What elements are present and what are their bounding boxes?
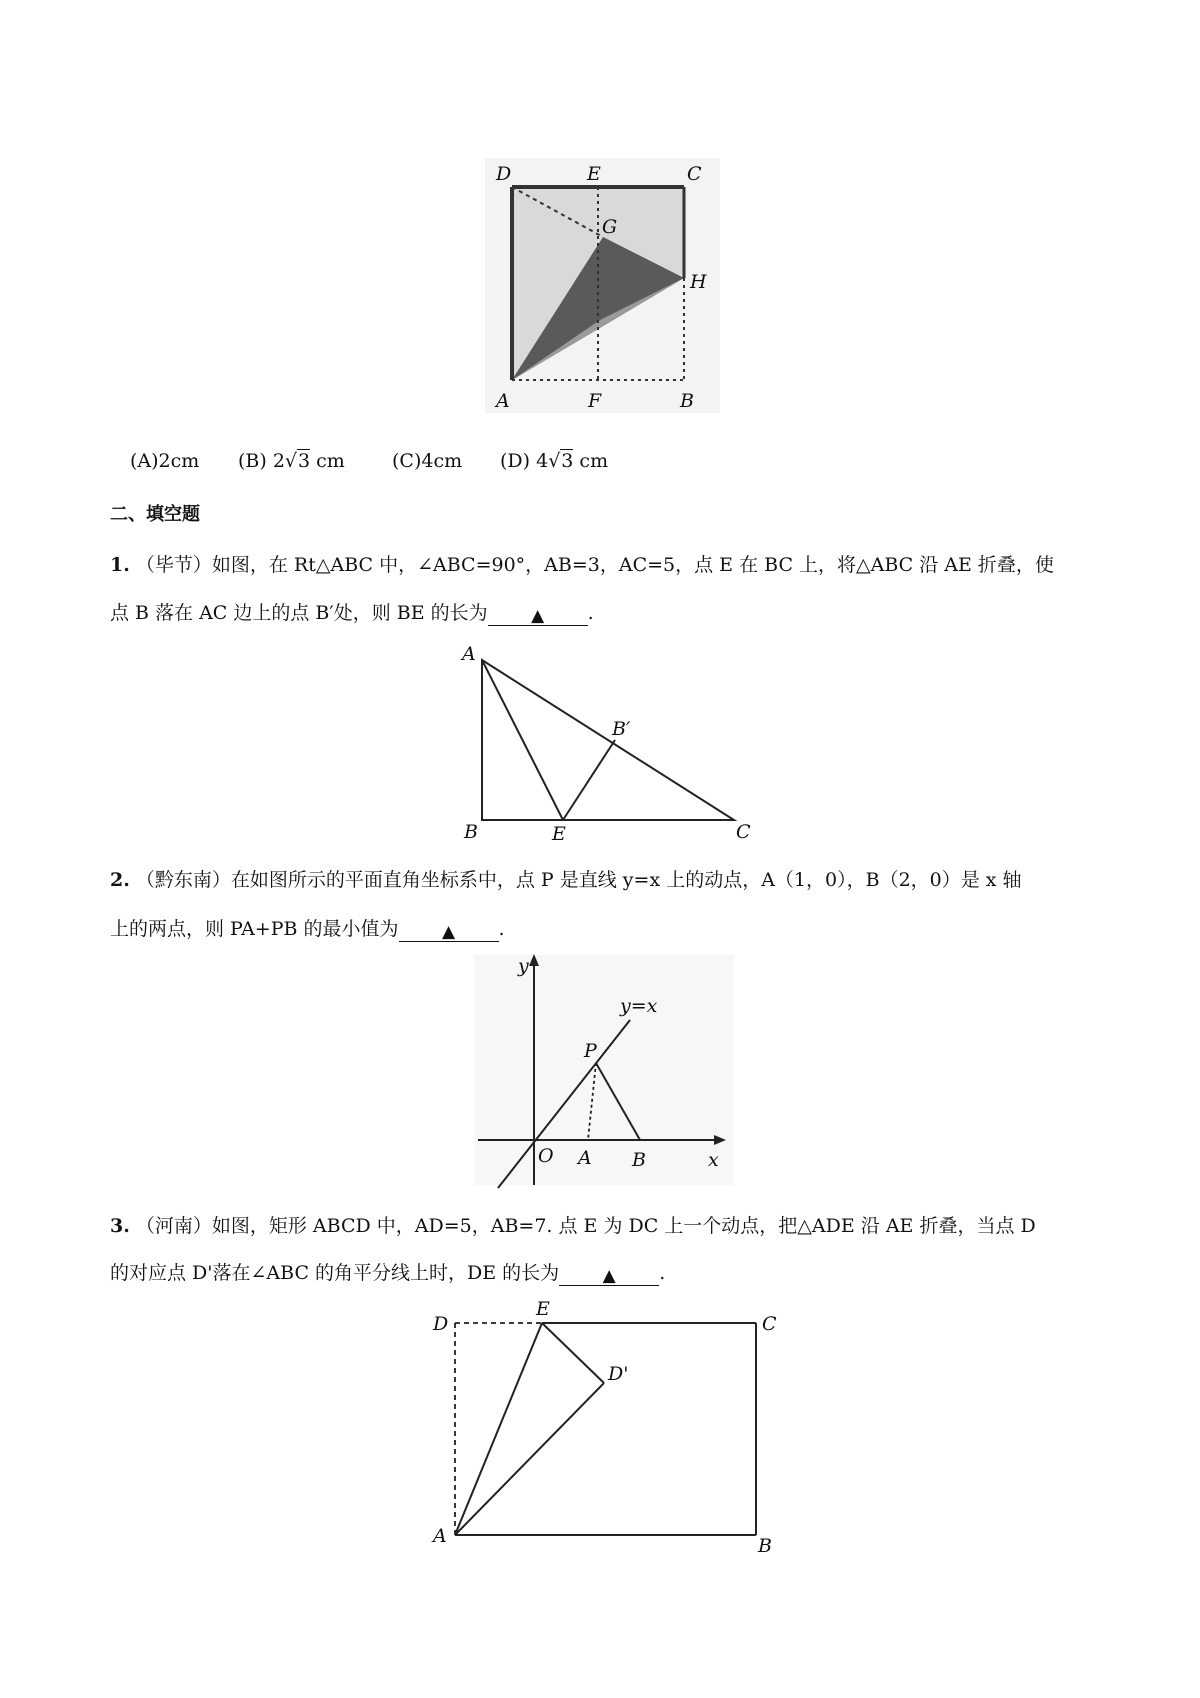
question-1-line2: 点 B 落在 AC 边上的点 B′处，则 BE 的长为 ▲ .: [110, 602, 594, 626]
fig3-label-P: P: [584, 1040, 597, 1062]
answer-blank[interactable]: ▲: [559, 1266, 659, 1286]
answer-blank[interactable]: ▲: [488, 606, 588, 626]
figure-right-triangle: [455, 640, 755, 845]
question-number: 1.: [110, 554, 130, 576]
fig1-label-H: H: [690, 271, 707, 293]
fig2-label-B-prime: B′: [612, 718, 631, 740]
fig4-label-A: A: [433, 1525, 447, 1547]
option-d: (D) 4√3 cm: [500, 450, 609, 472]
question-number: 3.: [110, 1215, 130, 1237]
figure-rectangle-fold: [425, 1300, 785, 1560]
fig1-label-G: G: [602, 216, 618, 238]
fig3-label-line: y=x: [620, 995, 658, 1017]
fig1-label-B: B: [680, 390, 694, 412]
option-c: (C)4cm: [392, 450, 463, 472]
question-2-line2: 上的两点，则 PA+PB 的最小值为 ▲ .: [110, 918, 505, 942]
question-2-line1: 2. （黔东南）在如图所示的平面直角坐标系中，点 P 是直线 y=x 上的动点，A（1，0），B（2，0）是 x 轴: [110, 869, 1022, 891]
question-3-line2: 的对应点 D'落在∠ABC 的角平分线上时，DE 的长为 ▲ .: [110, 1262, 666, 1286]
fig2-label-A: A: [462, 643, 476, 665]
fig3-label-B: B: [632, 1149, 646, 1171]
question-number: 2.: [110, 869, 130, 891]
fig4-label-D: D: [433, 1313, 449, 1335]
fig3-label-A: A: [578, 1147, 592, 1169]
fig3-label-y: y: [518, 955, 529, 977]
fig2-label-E: E: [552, 823, 566, 845]
question-3-line1: 3. （河南）如图，矩形 ABCD 中，AD=5，AB=7. 点 E 为 DC 上一个动点，把△ADE 沿 AE 折叠，当点 D: [110, 1215, 1036, 1237]
question-1-line1: 1. （毕节）如图，在 Rt△ABC 中，∠ABC=90°，AB=3，AC=5，点 E 在 BC 上，将△ABC 沿 AE 折叠，使: [110, 554, 1054, 576]
fig1-label-E: E: [587, 163, 601, 185]
fig1-label-C: C: [687, 163, 702, 185]
fig4-label-B: B: [758, 1535, 772, 1557]
fig1-label-D: D: [496, 163, 512, 185]
figure-coordinate-plane: [470, 950, 740, 1190]
fig2-label-B: B: [464, 821, 478, 843]
fig4-label-D-prime: D': [608, 1363, 629, 1385]
fig2-label-C: C: [736, 821, 751, 843]
fig4-label-E: E: [536, 1300, 550, 1320]
figure-folded-rectangle: [480, 150, 725, 420]
option-a: (A)2cm: [130, 450, 200, 472]
fig4-label-C: C: [762, 1313, 777, 1335]
fig1-label-A: A: [496, 390, 510, 412]
fig3-label-x: x: [708, 1149, 719, 1171]
option-b: (B) 2√3 cm: [238, 450, 345, 472]
fig3-label-O: O: [538, 1145, 554, 1167]
fig1-label-F: F: [588, 390, 602, 412]
answer-blank[interactable]: ▲: [399, 922, 499, 942]
section-heading: 二、填空题: [110, 504, 200, 525]
